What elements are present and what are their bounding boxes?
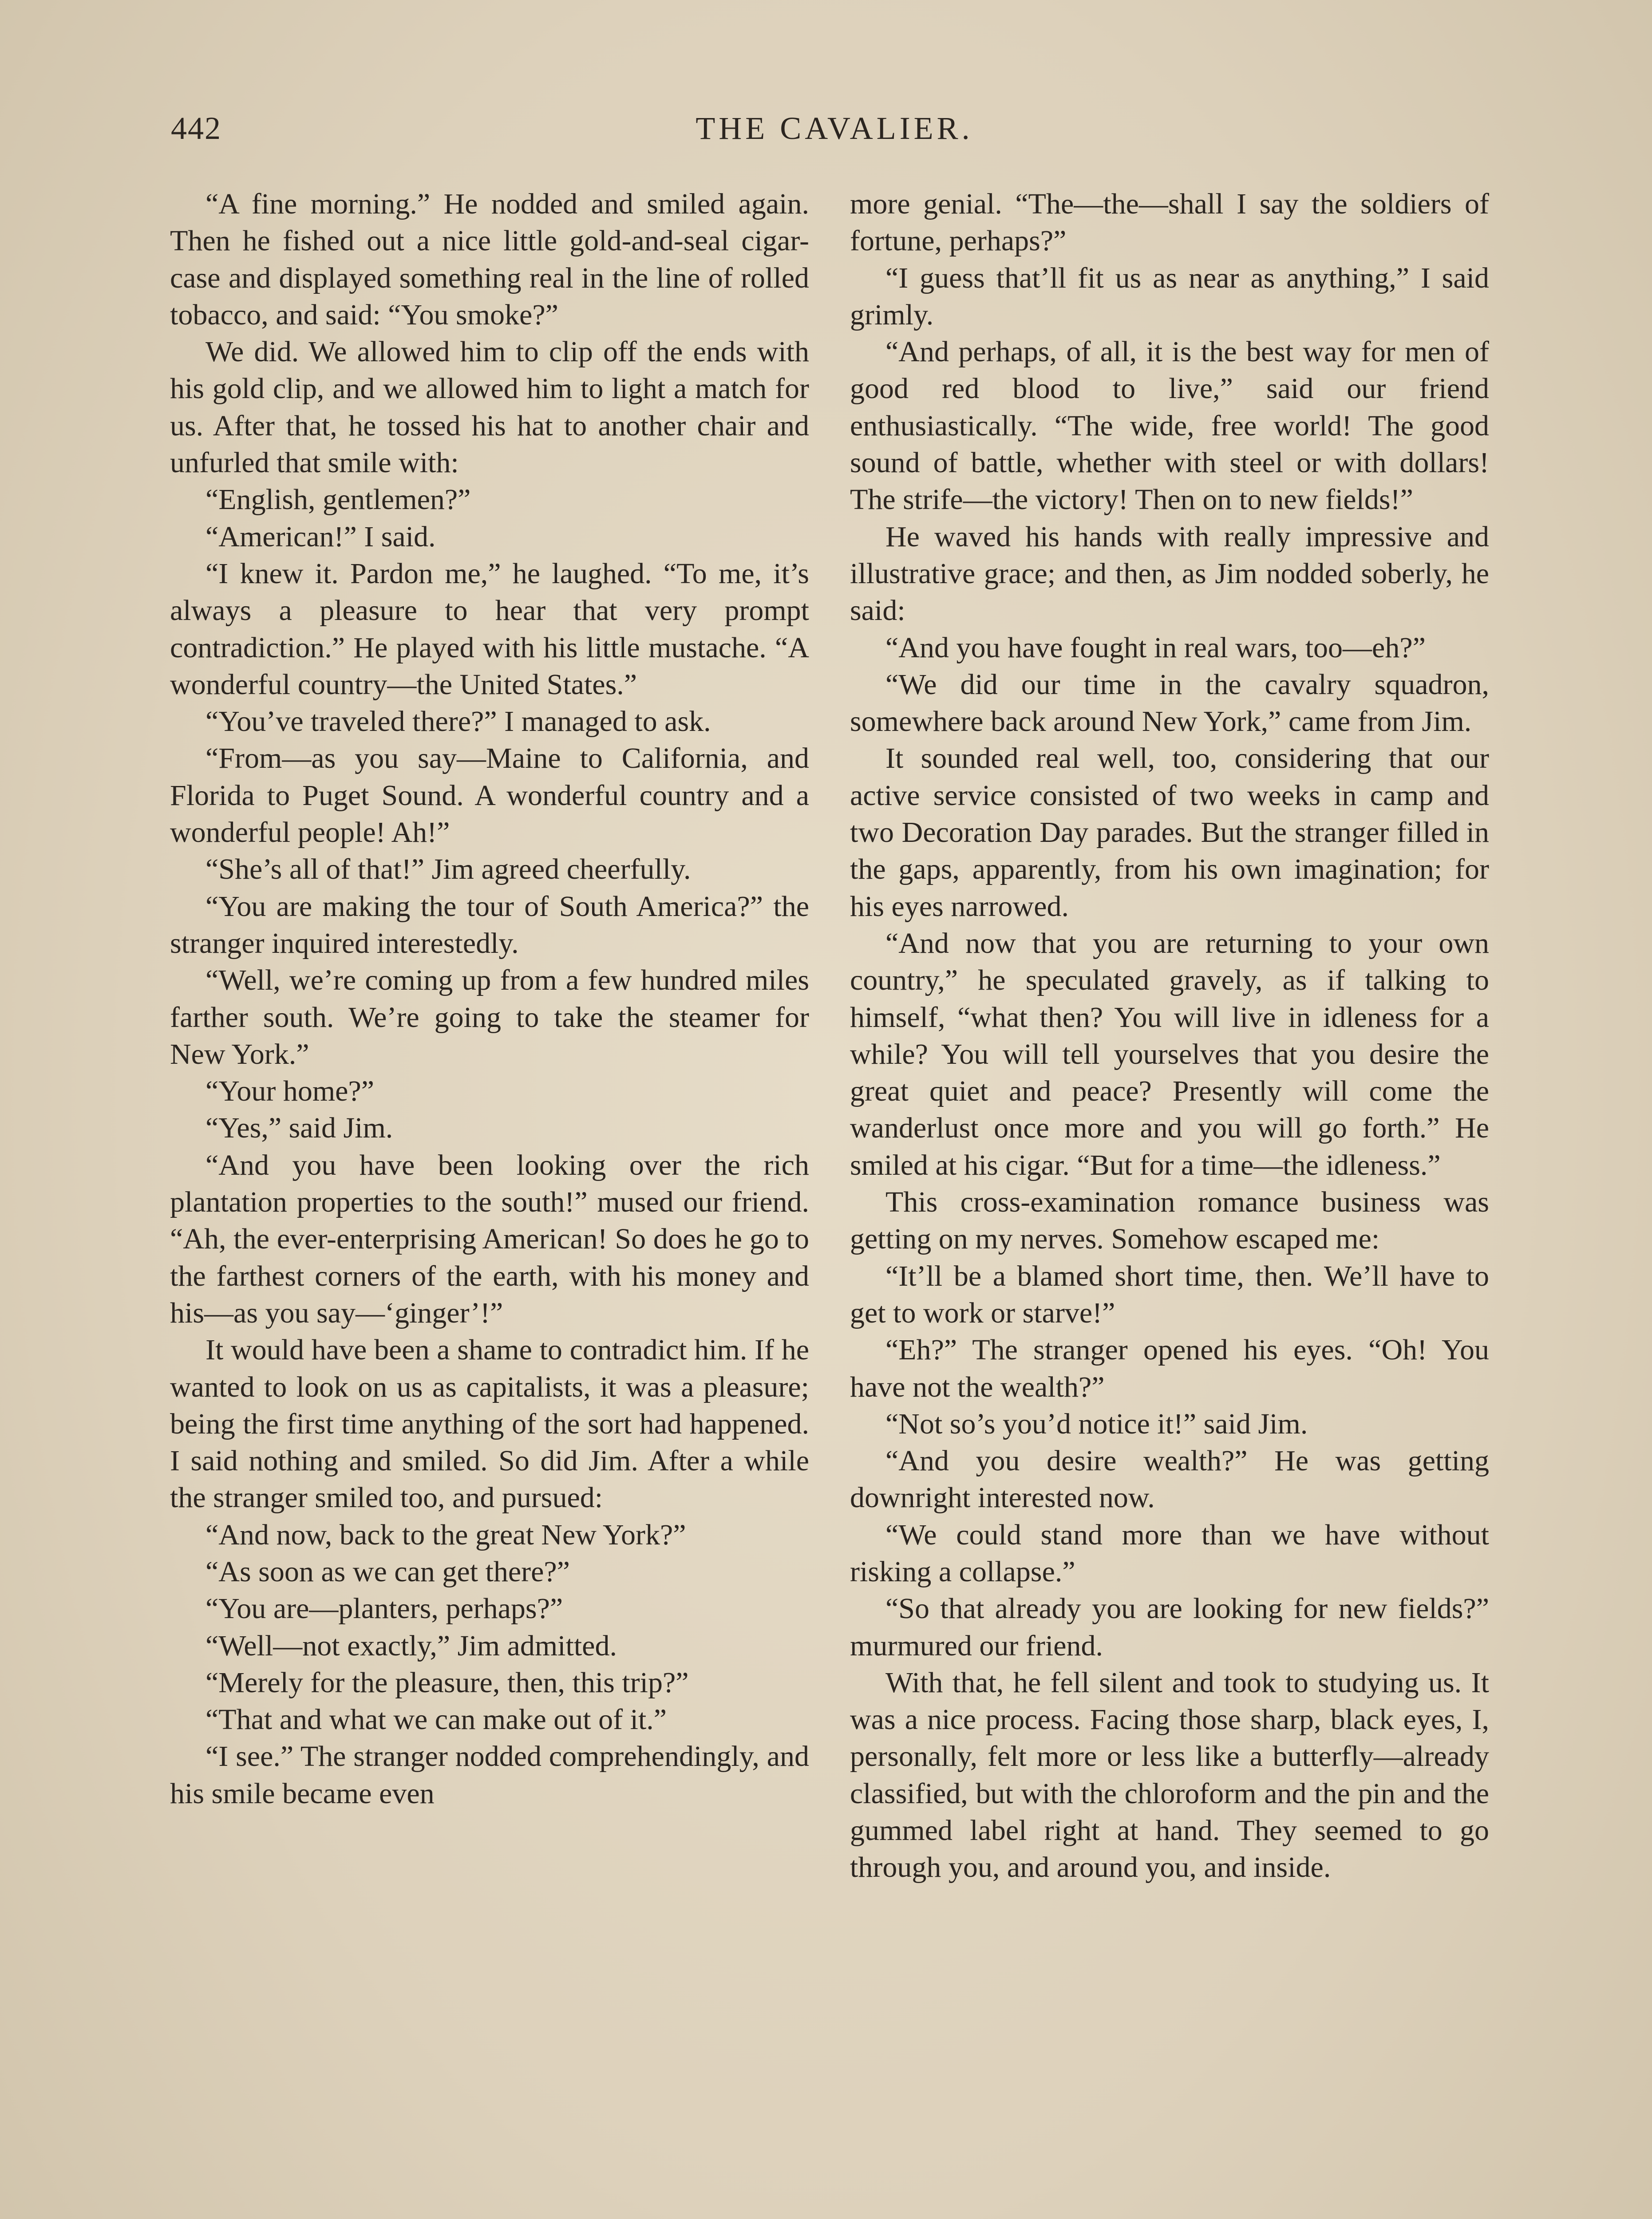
paragraph: “And now that you are returning to your own country,” he speculated gravely, as if talking to himself, “what then? You will live in idleness for a while? You will tell yourselves that you desire the great quiet and peace? Presently will come the wanderlust once more and you will go forth.” He smiled at his cigar. “But for a time—the idleness.” bbox=[850, 927, 1489, 1181]
paragraph: “Merely for the pleasure, then, this trip?” bbox=[206, 1666, 689, 1699]
paragraph: “You are—planters, perhaps?” bbox=[206, 1592, 563, 1625]
paragraph: He waved his hands with really impressive and illustrative grace; and then, as Jim nodded soberly, he said: bbox=[850, 520, 1489, 627]
paragraph: “She’s all of that!” Jim agreed cheerfully. bbox=[206, 853, 691, 886]
paragraph: “Your home?” bbox=[206, 1075, 375, 1108]
paragraph: “Eh?” The stranger opened his eyes. “Oh! You have not the wealth?” bbox=[850, 1334, 1489, 1403]
paragraph: “As soon as we can get there?” bbox=[206, 1555, 570, 1588]
paragraph: “You are making the tour of South America?” the stranger inquired interestedly. bbox=[170, 890, 809, 959]
paragraph: “And you have fought in real wars, too—eh?” bbox=[885, 631, 1426, 664]
paragraph: This cross-examination romance business was getting on my nerves. Somehow escaped me: bbox=[850, 1186, 1489, 1256]
paragraph: “A fine morning.” He nodded and smiled again. Then he fished out a nice little gold-and-seal cigar-case and displayed something real in the line of rolled tobacco, and said: “You smoke?” bbox=[170, 188, 809, 331]
paragraph: “And you desire wealth?” He was getting downright interested now. bbox=[850, 1445, 1489, 1514]
paragraph: We did. We allowed him to clip off the ends with his gold clip, and we allowed him to light a match for us. After that, he tossed his hat to another chair and unfurled that smile with: bbox=[170, 336, 809, 479]
page-number: 442 bbox=[171, 111, 221, 146]
paragraph: “Well, we’re coming up from a few hundred miles farther south. We’re going to take the steamer for New York.” bbox=[170, 964, 809, 1070]
paragraph: It would have been a shame to contradict him. If he wanted to look on us as capitalists, it was a pleasure; being the first time anything of the sort had happened. I said nothing and smiled. So did Jim. After a while the stranger smiled too, and pursued: bbox=[170, 1334, 809, 1514]
paragraph: “So that already you are looking for new fields?” murmured our friend. bbox=[850, 1592, 1489, 1662]
paragraph: “I knew it. Pardon me,” he laughed. “To me, it’s always a pleasure to hear that very prompt contradiction.” He played with his little mustache. “A wonderful country—the United States.” bbox=[170, 557, 809, 701]
paragraph: more genial. “The—the—shall I say the soldiers of fortune, perhaps?” bbox=[850, 188, 1489, 257]
paragraph: “And perhaps, of all, it is the best way for men of good red blood to live,” said our friend enthusiastically. “The wide, free world! The good sound of battle, whether with steel or with dollars! The strife—the victory! Then on to new fields!” bbox=[850, 336, 1489, 516]
paragraph: “Not so’s you’d notice it!” said Jim. bbox=[885, 1407, 1308, 1440]
paragraph: It sounded real well, too, considering that our active service consisted of two weeks in camp and two Decoration Day parades. But the stranger filled in the gaps, apparently, from his own imagination; for his eyes narrowed. bbox=[850, 742, 1489, 923]
paragraph: “We did our time in the cavalry squadron, somewhere back around New York,” came from Jim. bbox=[850, 668, 1489, 738]
paragraph: “Well—not exactly,” Jim admitted. bbox=[206, 1629, 617, 1662]
paragraph: “And now, back to the great New York?” bbox=[206, 1518, 686, 1551]
running-title: THE CAVALIER. bbox=[696, 111, 973, 146]
page-header bbox=[171, 110, 1498, 159]
paragraph: “That and what we can make out of it.” bbox=[206, 1703, 667, 1736]
paragraph: “It’ll be a blamed short time, then. We’ll have to get to work or starve!” bbox=[850, 1260, 1489, 1329]
paragraph: “I guess that’ll fit us as near as anything,” I said grimly. bbox=[850, 261, 1489, 331]
paragraph: “Yes,” said Jim. bbox=[206, 1112, 393, 1145]
paragraph: “You’ve traveled there?” I managed to ask. bbox=[206, 705, 711, 738]
paragraph: “And you have been looking over the rich plantation properties to the south!” mused our friend. “Ah, the ever-enterprising American! So does he go to the farthest corners of the earth, with his money and his—as you say—‘ginger’!” bbox=[170, 1149, 809, 1329]
paragraph: With that, he fell silent and took to studying us. It was a nice process. Facing those sharp, black eyes, I, personally, felt more or less like a butterfly—already classified, but with the chloroform and the pin and the gummed label right at hand. They seemed to go through you, and around you, and inside. bbox=[850, 1666, 1489, 1884]
left-text-column bbox=[170, 186, 809, 1812]
paragraph: “From—as you say—Maine to California, and Florida to Puget Sound. A wonderful country and a wonderful people! Ah!” bbox=[170, 742, 809, 849]
right-text-column bbox=[850, 186, 1489, 1886]
paragraph: “American!” I said. bbox=[206, 520, 436, 553]
paragraph: “We could stand more than we have without risking a collapse.” bbox=[850, 1518, 1489, 1588]
paragraph: “English, gentlemen?” bbox=[206, 483, 471, 516]
paragraph: “I see.” The stranger nodded comprehendingly, and his smile became even bbox=[170, 1740, 809, 1810]
